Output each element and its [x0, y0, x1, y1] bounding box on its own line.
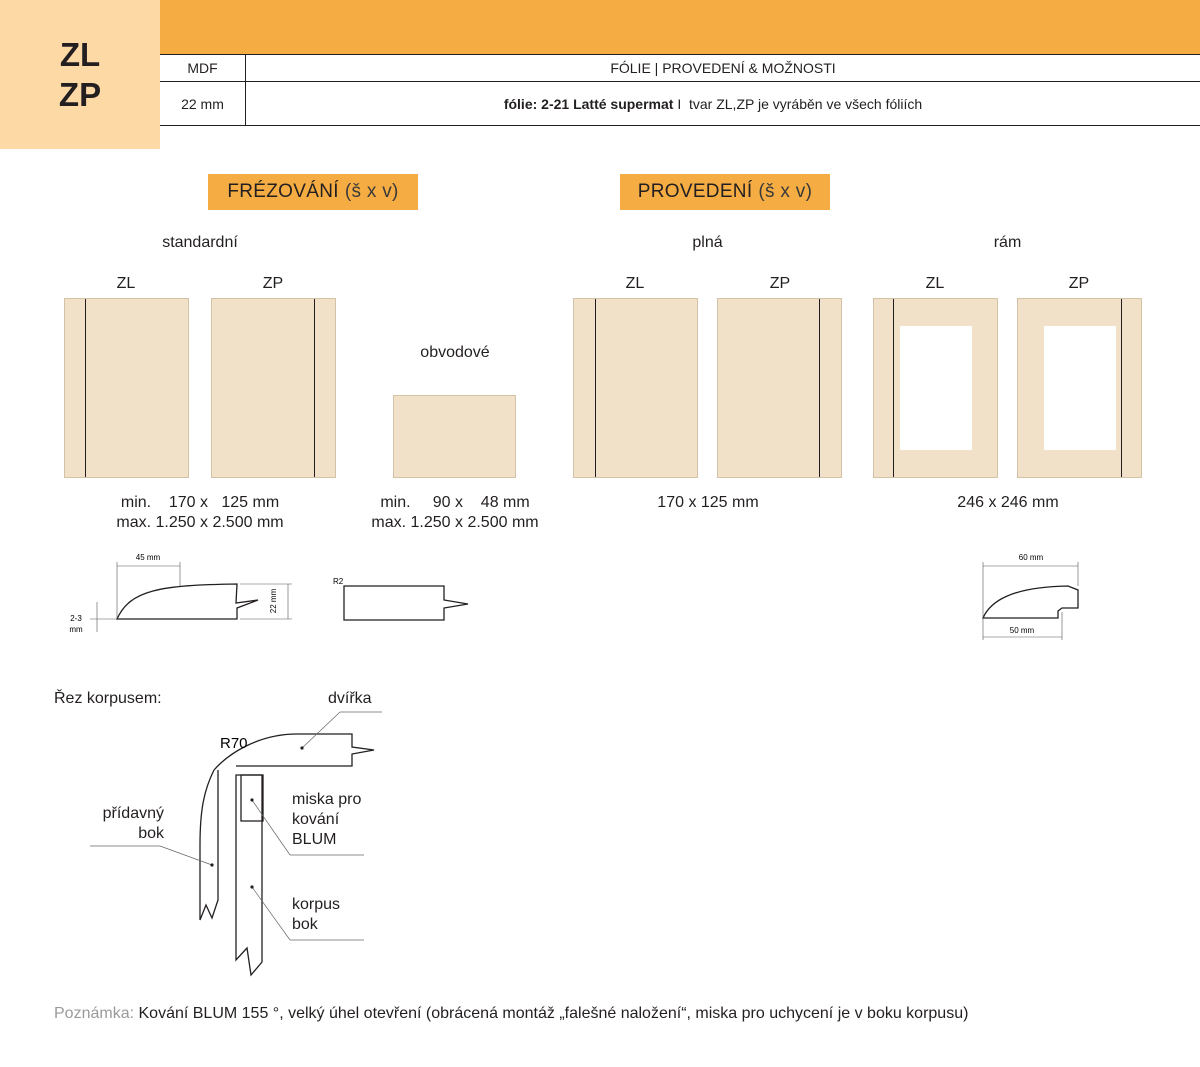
- design-title-text: PROVEDENÍ: [637, 181, 753, 202]
- frame-zp-label: ZP: [1068, 275, 1090, 292]
- footnote-text: Kování BLUM 155 °, velký úhel otevření (obrácená montáž „falešné naložení“, miska pro uchycení je v boku korpusu): [134, 1005, 969, 1022]
- standard-zp-label: ZP: [262, 275, 284, 292]
- standard-zp-panel: [211, 298, 336, 478]
- leader-dot: [250, 798, 253, 801]
- frame-dims: 246 x 246 mm: [957, 494, 1059, 511]
- foil-note: I tvar ZL,ZP je vyráběn ve všech fóliích: [673, 95, 923, 112]
- frame-zl-panel: [873, 298, 998, 478]
- hinge-cup: [241, 775, 263, 821]
- profile-drawings: [0, 540, 1200, 660]
- header-divider: [160, 125, 1200, 126]
- hinge-cup-label: [292, 790, 361, 850]
- leader-dot: [300, 746, 303, 749]
- extra-side-outline: [200, 770, 218, 920]
- groove-line: [314, 299, 315, 477]
- solid-zp-panel: [717, 298, 842, 478]
- hinge-cup-label-line: kování: [292, 811, 340, 828]
- frame-label: rám: [993, 234, 1022, 251]
- header-band: [160, 0, 1200, 54]
- product-code-zp: ZP: [58, 75, 102, 113]
- profile-standard: [117, 584, 258, 619]
- radius-r70: R70: [220, 735, 248, 752]
- foil-name: fólie: 2-21 Latté supermat: [503, 95, 674, 112]
- solid-zl-label: ZL: [625, 275, 645, 292]
- dim-text-50: 50 mm: [1009, 626, 1035, 635]
- standard-zl-panel: [64, 298, 189, 478]
- solid-zp-label: ZP: [769, 275, 791, 292]
- groove-line: [1121, 299, 1122, 477]
- perimeter-label: obvodové: [420, 344, 490, 361]
- material-label: MDF: [187, 60, 218, 76]
- frame-zl-label: ZL: [925, 275, 945, 292]
- door-label: dvířka: [328, 690, 372, 707]
- leader-dot: [250, 885, 253, 888]
- dim-text-depth-a: 2-3: [70, 614, 82, 623]
- extra-side-label-line: přídavný: [102, 805, 164, 822]
- dim-text-22: 22 mm: [269, 588, 278, 614]
- solid-dims: 170 x 125 mm: [657, 494, 759, 511]
- leader-extra-side: [160, 846, 212, 865]
- dim-text-45: 45 mm: [135, 553, 161, 562]
- foil-info: [246, 82, 1180, 125]
- profile-perimeter: [344, 586, 468, 620]
- foil-header: FÓLIE | PROVEDENÍ & MOŽNOSTI: [610, 60, 836, 76]
- perimeter-panel: [393, 395, 516, 478]
- frame-opening: [900, 326, 972, 450]
- carcass-side-label-line: korpus: [292, 896, 341, 913]
- groove-line: [819, 299, 820, 477]
- extra-side-label: [70, 804, 164, 844]
- frame-opening: [1044, 326, 1116, 450]
- frame-zp-panel: [1017, 298, 1142, 478]
- dim-text-60: 60 mm: [1018, 553, 1044, 562]
- standard-zl-label: ZL: [116, 275, 136, 292]
- design-title: [620, 174, 830, 210]
- hinge-cup-label-line: BLUM: [292, 831, 337, 848]
- carcass-side-label-line: bok: [292, 916, 318, 933]
- radius-r2: R2: [333, 577, 344, 586]
- standard-dims: min. 170 x 125 mm max. 1.250 x 2.500 mm: [116, 494, 284, 531]
- milling-title: [208, 174, 418, 210]
- groove-line: [893, 299, 894, 477]
- leader-dot: [210, 863, 213, 866]
- thickness-value: 22 mm: [181, 95, 224, 112]
- dim-text-depth-b: mm: [69, 625, 83, 634]
- section-title: Řez korpusem:: [54, 690, 162, 707]
- extra-side-label-line: bok: [138, 825, 164, 842]
- design-title-suffix: (š x v): [758, 181, 813, 202]
- product-code-box: [0, 0, 160, 149]
- solid-label: plná: [692, 234, 723, 251]
- leader-door: [302, 712, 340, 748]
- product-code-zl: ZL: [59, 35, 101, 73]
- profile-frame: [983, 586, 1078, 618]
- standard-label: standardní: [162, 234, 238, 251]
- carcass-side-outline: [236, 775, 262, 975]
- leader-carcass: [252, 887, 290, 940]
- carcass-side-label: [292, 895, 340, 935]
- footnote: [54, 1005, 968, 1023]
- groove-line: [595, 299, 596, 477]
- solid-zl-panel: [573, 298, 698, 478]
- milling-title-text: FRÉZOVÁNÍ: [227, 181, 339, 202]
- hinge-cup-label-line: miska pro: [292, 791, 362, 808]
- perimeter-dims: min. 90 x 48 mm max. 1.250 x 2.500 mm: [371, 494, 539, 531]
- milling-title-suffix: (š x v): [344, 181, 399, 202]
- leader-cup: [252, 800, 290, 855]
- groove-line: [85, 299, 86, 477]
- footnote-label: Poznámka:: [54, 1005, 135, 1022]
